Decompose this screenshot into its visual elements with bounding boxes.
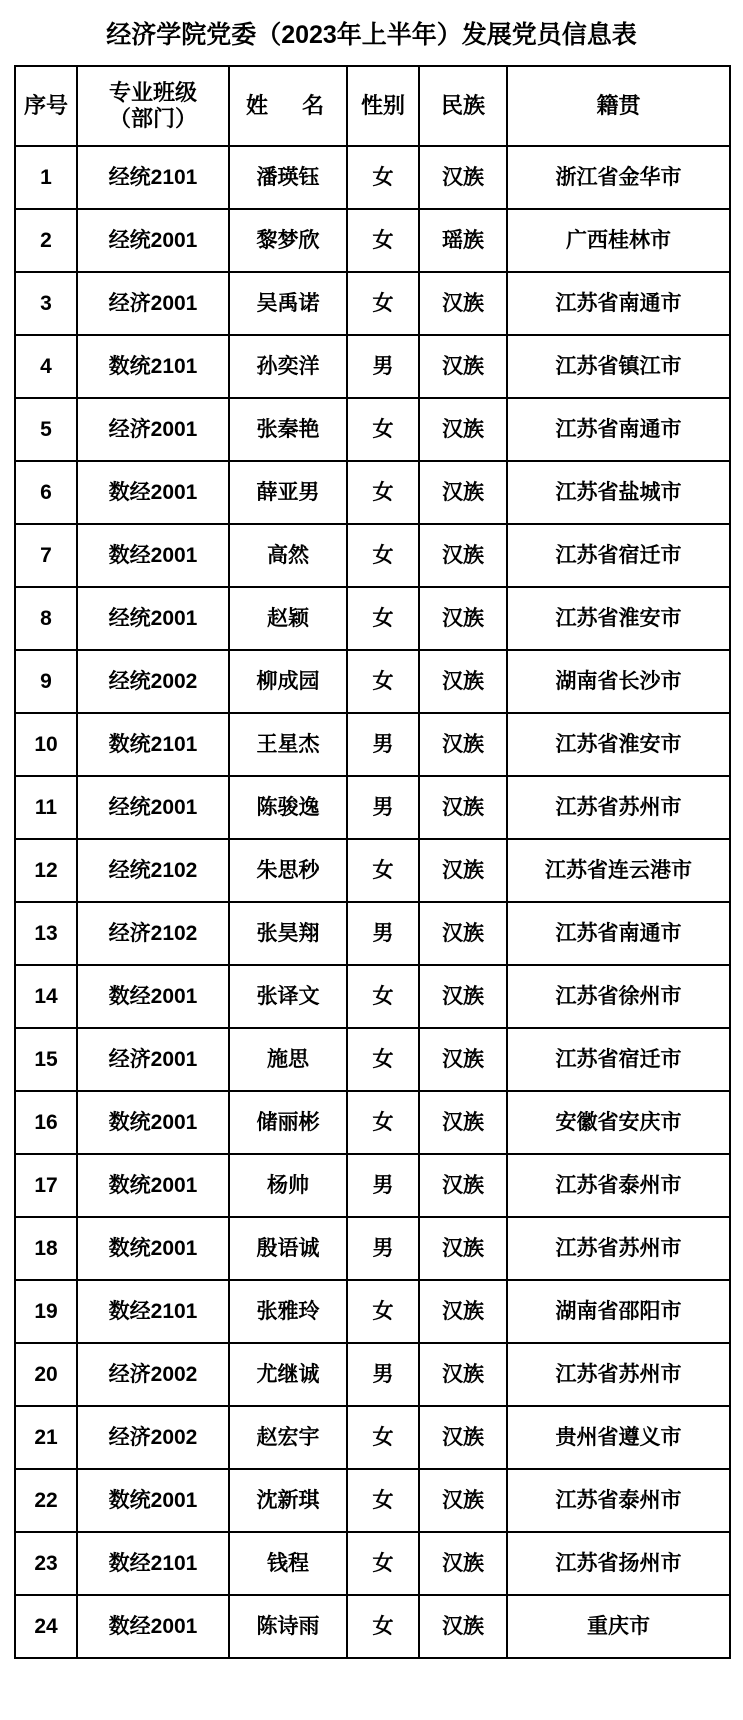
cell-name: 柳成园 xyxy=(229,650,347,713)
cell-gender: 女 xyxy=(347,146,419,209)
column-header-class xyxy=(77,66,229,146)
cell-origin: 江苏省南通市 xyxy=(507,272,730,335)
cell-gender: 男 xyxy=(347,335,419,398)
cell-class: 数经2001 xyxy=(77,1595,229,1658)
cell-ethnicity: 汉族 xyxy=(419,1595,507,1658)
column-header-class-line1: 专业班级 xyxy=(108,79,197,105)
cell-index: 4 xyxy=(15,335,77,398)
cell-gender: 女 xyxy=(347,1280,419,1343)
column-header-gender: 性别 xyxy=(347,66,419,146)
cell-origin: 江苏省淮安市 xyxy=(507,713,730,776)
column-header-name: 姓 名 xyxy=(229,66,347,146)
cell-ethnicity: 汉族 xyxy=(419,650,507,713)
cell-class: 数统2001 xyxy=(77,1469,229,1532)
column-header-index: 序号 xyxy=(15,66,77,146)
table-row xyxy=(15,1280,730,1343)
cell-class: 数统2001 xyxy=(77,1154,229,1217)
cell-index: 5 xyxy=(15,398,77,461)
cell-ethnicity: 汉族 xyxy=(419,587,507,650)
cell-gender: 女 xyxy=(347,965,419,1028)
cell-class: 数经2101 xyxy=(77,1532,229,1595)
cell-class: 数经2001 xyxy=(77,524,229,587)
table-row xyxy=(15,587,730,650)
cell-index: 3 xyxy=(15,272,77,335)
table-row xyxy=(15,1343,730,1406)
cell-index: 22 xyxy=(15,1469,77,1532)
cell-ethnicity: 汉族 xyxy=(419,146,507,209)
cell-name: 朱思秒 xyxy=(229,839,347,902)
cell-ethnicity: 汉族 xyxy=(419,839,507,902)
cell-ethnicity: 汉族 xyxy=(419,776,507,839)
table-row xyxy=(15,272,730,335)
cell-gender: 女 xyxy=(347,1532,419,1595)
cell-class: 经统2102 xyxy=(77,839,229,902)
cell-name: 黎梦欣 xyxy=(229,209,347,272)
cell-gender: 女 xyxy=(347,1469,419,1532)
table-header xyxy=(15,66,730,146)
cell-index: 1 xyxy=(15,146,77,209)
cell-origin: 江苏省宿迁市 xyxy=(507,1028,730,1091)
cell-class: 数经2001 xyxy=(77,461,229,524)
cell-index: 18 xyxy=(15,1217,77,1280)
table-row xyxy=(15,1091,730,1154)
cell-class: 经济2001 xyxy=(77,1028,229,1091)
cell-gender: 女 xyxy=(347,209,419,272)
table-row xyxy=(15,1154,730,1217)
cell-gender: 女 xyxy=(347,272,419,335)
table-row xyxy=(15,209,730,272)
cell-class: 经统2001 xyxy=(77,209,229,272)
cell-class: 经济2002 xyxy=(77,1343,229,1406)
cell-index: 15 xyxy=(15,1028,77,1091)
cell-gender: 女 xyxy=(347,839,419,902)
table-row xyxy=(15,1217,730,1280)
cell-index: 14 xyxy=(15,965,77,1028)
cell-name: 王星杰 xyxy=(229,713,347,776)
cell-name: 张秦艳 xyxy=(229,398,347,461)
cell-origin: 江苏省淮安市 xyxy=(507,587,730,650)
cell-gender: 男 xyxy=(347,713,419,776)
cell-class: 经统2002 xyxy=(77,650,229,713)
table-row xyxy=(15,902,730,965)
cell-class: 数统2001 xyxy=(77,1091,229,1154)
cell-class: 经济2001 xyxy=(77,272,229,335)
cell-name: 尤继诚 xyxy=(229,1343,347,1406)
cell-class: 经济2002 xyxy=(77,1406,229,1469)
table-row xyxy=(15,650,730,713)
cell-ethnicity: 汉族 xyxy=(419,272,507,335)
cell-index: 10 xyxy=(15,713,77,776)
cell-gender: 女 xyxy=(347,1595,419,1658)
cell-ethnicity: 汉族 xyxy=(419,461,507,524)
cell-gender: 男 xyxy=(347,776,419,839)
cell-index: 12 xyxy=(15,839,77,902)
cell-ethnicity: 汉族 xyxy=(419,1469,507,1532)
cell-index: 7 xyxy=(15,524,77,587)
cell-origin: 江苏省镇江市 xyxy=(507,335,730,398)
cell-gender: 女 xyxy=(347,1091,419,1154)
cell-class: 经统2001 xyxy=(77,776,229,839)
cell-origin: 江苏省宿迁市 xyxy=(507,524,730,587)
cell-gender: 女 xyxy=(347,461,419,524)
cell-ethnicity: 汉族 xyxy=(419,713,507,776)
table-row xyxy=(15,1532,730,1595)
cell-ethnicity: 汉族 xyxy=(419,1217,507,1280)
cell-origin: 浙江省金华市 xyxy=(507,146,730,209)
cell-name: 张雅玲 xyxy=(229,1280,347,1343)
cell-origin: 江苏省徐州市 xyxy=(507,965,730,1028)
cell-name: 张译文 xyxy=(229,965,347,1028)
cell-gender: 女 xyxy=(347,398,419,461)
cell-gender: 女 xyxy=(347,524,419,587)
cell-origin: 江苏省盐城市 xyxy=(507,461,730,524)
cell-name: 张昊翔 xyxy=(229,902,347,965)
cell-class: 经统2001 xyxy=(77,587,229,650)
cell-origin: 广西桂林市 xyxy=(507,209,730,272)
column-header-ethnicity: 民族 xyxy=(419,66,507,146)
cell-ethnicity: 汉族 xyxy=(419,335,507,398)
cell-name: 沈新琪 xyxy=(229,1469,347,1532)
cell-ethnicity: 汉族 xyxy=(419,398,507,461)
table-row xyxy=(15,398,730,461)
cell-origin: 湖南省长沙市 xyxy=(507,650,730,713)
cell-name: 储丽彬 xyxy=(229,1091,347,1154)
cell-index: 24 xyxy=(15,1595,77,1658)
cell-index: 17 xyxy=(15,1154,77,1217)
cell-ethnicity: 汉族 xyxy=(419,1028,507,1091)
cell-ethnicity: 汉族 xyxy=(419,1406,507,1469)
cell-index: 23 xyxy=(15,1532,77,1595)
column-header-origin: 籍贯 xyxy=(507,66,730,146)
cell-name: 高然 xyxy=(229,524,347,587)
cell-index: 20 xyxy=(15,1343,77,1406)
cell-ethnicity: 汉族 xyxy=(419,1154,507,1217)
cell-name: 殷语诚 xyxy=(229,1217,347,1280)
table-row xyxy=(15,1469,730,1532)
cell-gender: 男 xyxy=(347,1154,419,1217)
cell-index: 21 xyxy=(15,1406,77,1469)
table-row xyxy=(15,713,730,776)
cell-index: 11 xyxy=(15,776,77,839)
cell-origin: 江苏省扬州市 xyxy=(507,1532,730,1595)
cell-class: 数统2101 xyxy=(77,335,229,398)
table-row xyxy=(15,524,730,587)
table-row xyxy=(15,776,730,839)
cell-index: 16 xyxy=(15,1091,77,1154)
table-row xyxy=(15,1406,730,1469)
cell-class: 数统2101 xyxy=(77,713,229,776)
table-row xyxy=(15,965,730,1028)
cell-index: 8 xyxy=(15,587,77,650)
cell-index: 2 xyxy=(15,209,77,272)
cell-origin: 江苏省苏州市 xyxy=(507,1343,730,1406)
cell-origin: 安徽省安庆市 xyxy=(507,1091,730,1154)
cell-origin: 重庆市 xyxy=(507,1595,730,1658)
table-row xyxy=(15,335,730,398)
table-row xyxy=(15,1028,730,1091)
cell-class: 经济2102 xyxy=(77,902,229,965)
cell-index: 13 xyxy=(15,902,77,965)
cell-ethnicity: 汉族 xyxy=(419,1280,507,1343)
cell-name: 孙奕洋 xyxy=(229,335,347,398)
cell-ethnicity: 汉族 xyxy=(419,965,507,1028)
cell-name: 潘瑛钰 xyxy=(229,146,347,209)
table-row xyxy=(15,461,730,524)
cell-origin: 贵州省遵义市 xyxy=(507,1406,730,1469)
cell-name: 陈诗雨 xyxy=(229,1595,347,1658)
cell-class: 经统2101 xyxy=(77,146,229,209)
cell-origin: 江苏省苏州市 xyxy=(507,776,730,839)
cell-gender: 男 xyxy=(347,1343,419,1406)
cell-name: 施思 xyxy=(229,1028,347,1091)
cell-origin: 湖南省邵阳市 xyxy=(507,1280,730,1343)
cell-index: 19 xyxy=(15,1280,77,1343)
cell-name: 杨帅 xyxy=(229,1154,347,1217)
table-body xyxy=(15,146,730,1658)
cell-ethnicity: 汉族 xyxy=(419,1091,507,1154)
party-member-info-table xyxy=(14,65,731,1659)
cell-origin: 江苏省连云港市 xyxy=(507,839,730,902)
cell-class: 数统2001 xyxy=(77,1217,229,1280)
cell-gender: 女 xyxy=(347,587,419,650)
cell-origin: 江苏省南通市 xyxy=(507,902,730,965)
cell-class: 数经2001 xyxy=(77,965,229,1028)
cell-class: 经济2001 xyxy=(77,398,229,461)
table-row xyxy=(15,146,730,209)
cell-ethnicity: 汉族 xyxy=(419,1343,507,1406)
table-header-row xyxy=(15,66,730,146)
cell-index: 6 xyxy=(15,461,77,524)
cell-gender: 男 xyxy=(347,1217,419,1280)
cell-name: 赵颖 xyxy=(229,587,347,650)
cell-origin: 江苏省苏州市 xyxy=(507,1217,730,1280)
cell-name: 薛亚男 xyxy=(229,461,347,524)
cell-name: 赵宏宇 xyxy=(229,1406,347,1469)
cell-gender: 女 xyxy=(347,650,419,713)
page-title: 经济学院党委（2023年上半年）发展党员信息表 xyxy=(106,21,637,49)
cell-class: 数经2101 xyxy=(77,1280,229,1343)
cell-name: 陈骏逸 xyxy=(229,776,347,839)
cell-gender: 男 xyxy=(347,902,419,965)
cell-name: 钱程 xyxy=(229,1532,347,1595)
table-row xyxy=(15,839,730,902)
cell-gender: 女 xyxy=(347,1406,419,1469)
column-header-class-line2: （部门） xyxy=(108,106,197,132)
cell-origin: 江苏省泰州市 xyxy=(507,1154,730,1217)
cell-gender: 女 xyxy=(347,1028,419,1091)
cell-name: 吴禹诺 xyxy=(229,272,347,335)
cell-ethnicity: 瑶族 xyxy=(419,209,507,272)
cell-origin: 江苏省南通市 xyxy=(507,398,730,461)
cell-ethnicity: 汉族 xyxy=(419,902,507,965)
cell-ethnicity: 汉族 xyxy=(419,524,507,587)
table-row xyxy=(15,1595,730,1658)
cell-origin: 江苏省泰州市 xyxy=(507,1469,730,1532)
cell-index: 9 xyxy=(15,650,77,713)
cell-ethnicity: 汉族 xyxy=(419,1532,507,1595)
